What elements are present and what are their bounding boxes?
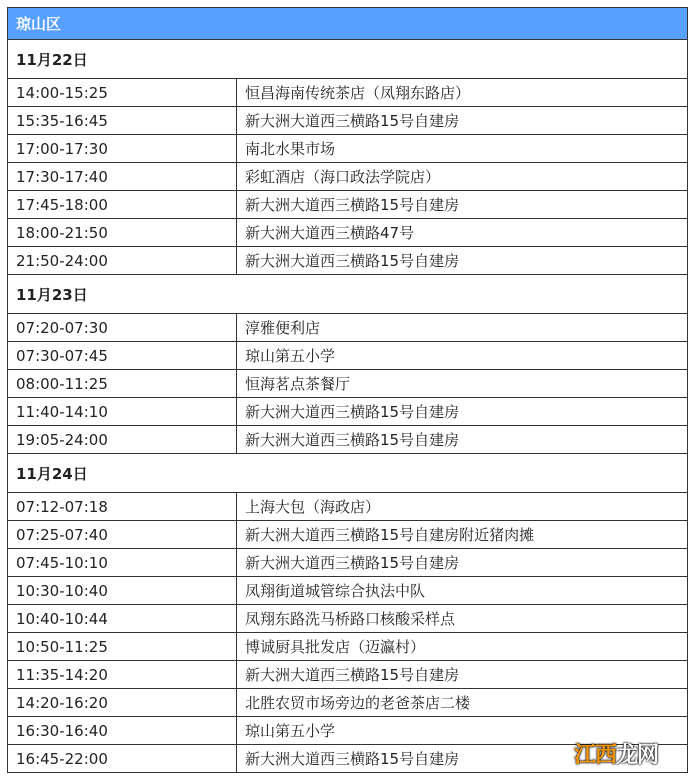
table-row (8, 549, 688, 577)
place-cell: 北胜农贸市场旁边的老爸茶店二楼 (237, 689, 688, 717)
table-row (8, 689, 688, 717)
time-cell: 14:20-16:20 (8, 689, 237, 717)
time-cell: 18:00-21:50 (8, 219, 237, 247)
watermark-logo (574, 738, 658, 769)
place-cell: 新大洲大道西三横路15号自建房附近猪肉摊 (237, 521, 688, 549)
place-cell: 上海大包（海政店） (237, 493, 688, 521)
place-cell: 恒海茗点茶餐厅 (237, 370, 688, 398)
time-cell: 07:25-07:40 (8, 521, 237, 549)
table-row (8, 163, 688, 191)
place-cell: 新大洲大道西三横路15号自建房 (237, 107, 688, 135)
date-label: 11月24日 (8, 454, 688, 493)
place-cell: 南北水果市场 (237, 135, 688, 163)
place-cell: 新大洲大道西三横路15号自建房 (237, 426, 688, 454)
table-row (8, 661, 688, 689)
district-title: 琼山区 (8, 8, 688, 40)
table-row (8, 135, 688, 163)
watermark-part1: 江西 (573, 743, 616, 768)
schedule-table (7, 7, 688, 773)
time-cell: 14:00-15:25 (8, 79, 237, 107)
time-cell: 07:20-07:30 (8, 314, 237, 342)
time-cell: 16:30-16:40 (8, 717, 237, 745)
place-cell: 新大洲大道西三横路15号自建房 (237, 398, 688, 426)
table-row (8, 79, 688, 107)
table-row (8, 107, 688, 135)
table-row (8, 247, 688, 275)
date-label: 11月23日 (8, 275, 688, 314)
time-cell: 10:50-11:25 (8, 633, 237, 661)
table-row (8, 314, 688, 342)
time-cell: 17:00-17:30 (8, 135, 237, 163)
place-cell: 恒昌海南传统茶店（凤翔东路店） (237, 79, 688, 107)
table-row (8, 605, 688, 633)
place-cell: 凤翔街道城管综合执法中队 (237, 577, 688, 605)
place-cell: 琼山第五小学 (237, 342, 688, 370)
time-cell: 11:40-14:10 (8, 398, 237, 426)
table-row (8, 398, 688, 426)
time-cell: 07:12-07:18 (8, 493, 237, 521)
time-cell: 07:45-10:10 (8, 549, 237, 577)
place-cell: 新大洲大道西三横路15号自建房 (237, 745, 688, 773)
place-cell: 新大洲大道西三横路47号 (237, 219, 688, 247)
place-cell: 淳雅便利店 (237, 314, 688, 342)
date-row (8, 40, 688, 79)
table-row (8, 219, 688, 247)
table-row (8, 493, 688, 521)
table-row (8, 191, 688, 219)
date-label: 11月22日 (8, 40, 688, 79)
time-cell: 19:05-24:00 (8, 426, 237, 454)
time-cell: 11:35-14:20 (8, 661, 237, 689)
place-cell: 彩虹酒店（海口政法学院店） (237, 163, 688, 191)
table-row (8, 633, 688, 661)
date-row (8, 275, 688, 314)
place-cell: 新大洲大道西三横路15号自建房 (237, 191, 688, 219)
table-row (8, 577, 688, 605)
time-cell: 17:30-17:40 (8, 163, 237, 191)
time-cell: 10:30-10:40 (8, 577, 237, 605)
place-cell: 琼山第五小学 (237, 717, 688, 745)
watermark-part2: 龙网 (615, 743, 658, 768)
time-cell: 17:45-18:00 (8, 191, 237, 219)
table-row (8, 370, 688, 398)
table-row (8, 342, 688, 370)
place-cell: 博诚厨具批发店（迈瀛村） (237, 633, 688, 661)
time-cell: 10:40-10:44 (8, 605, 237, 633)
table-row (8, 426, 688, 454)
date-row (8, 454, 688, 493)
place-cell: 新大洲大道西三横路15号自建房 (237, 549, 688, 577)
table-row (8, 521, 688, 549)
place-cell: 新大洲大道西三横路15号自建房 (237, 661, 688, 689)
time-cell: 16:45-22:00 (8, 745, 237, 773)
time-cell: 15:35-16:45 (8, 107, 237, 135)
time-cell: 07:30-07:45 (8, 342, 237, 370)
district-header (8, 8, 688, 40)
place-cell: 新大洲大道西三横路15号自建房 (237, 247, 688, 275)
time-cell: 21:50-24:00 (8, 247, 237, 275)
place-cell: 凤翔东路洗马桥路口核酸采样点 (237, 605, 688, 633)
time-cell: 08:00-11:25 (8, 370, 237, 398)
